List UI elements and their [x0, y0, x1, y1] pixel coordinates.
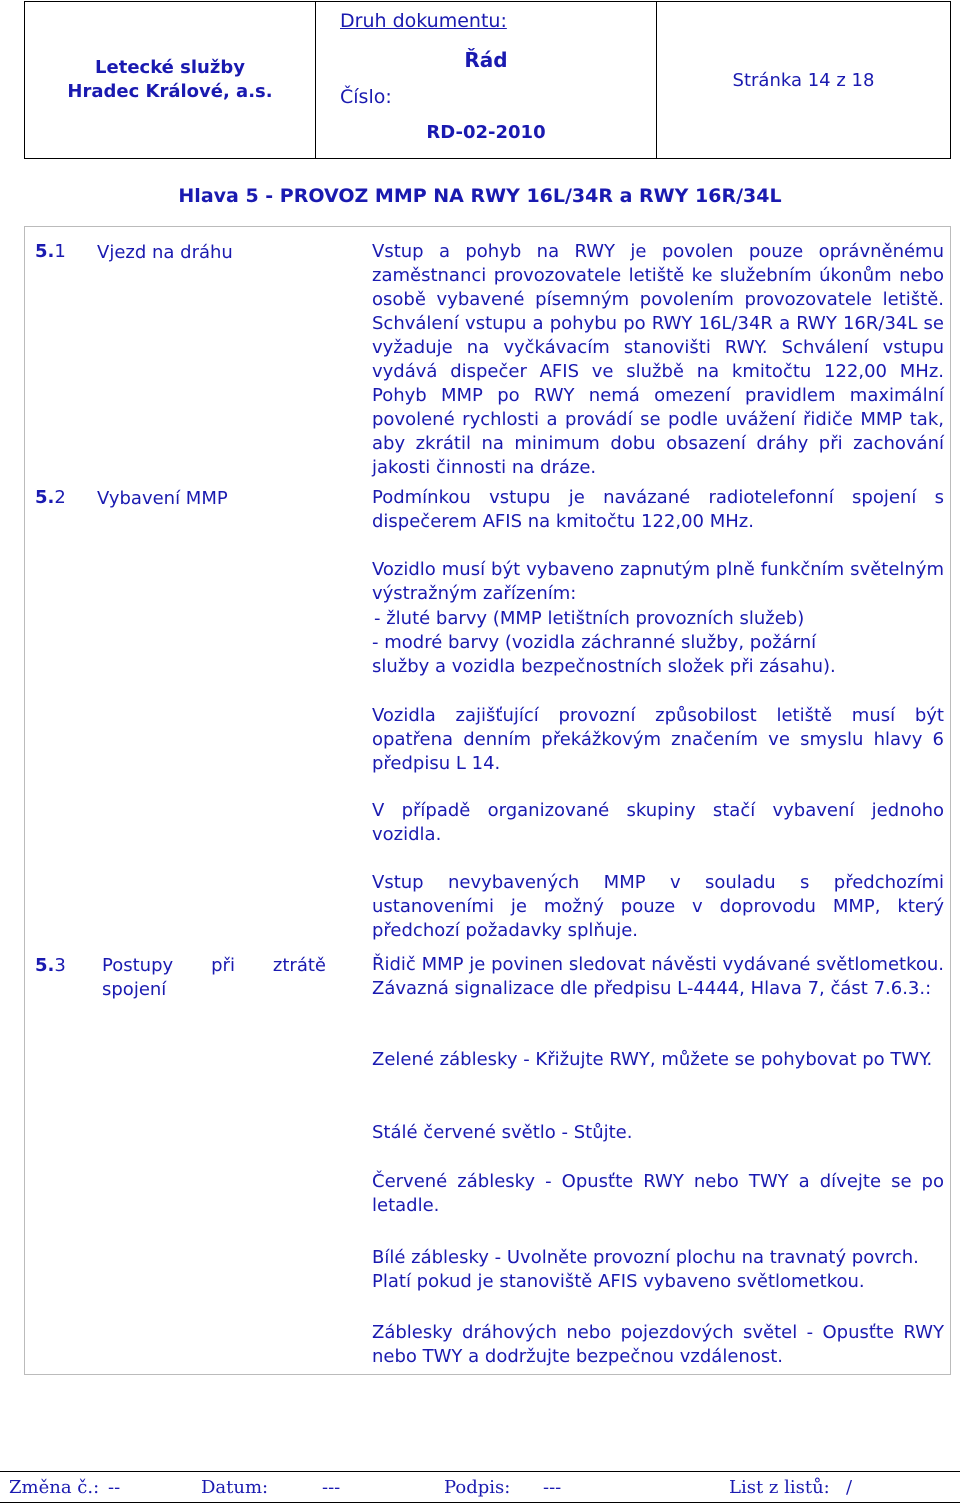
- paragraph: Podmínkou vstupu je navázané radiotelefonní spojení s dispečerem AFIS na kmitočtu 122,00 MHz.: [372, 487, 944, 532]
- doc-number-label: Číslo:: [340, 86, 392, 108]
- signature-label: Podpis:: [444, 1477, 511, 1498]
- paragraph: V případě organizované skupiny stačí vybavení jednoho vozidla.: [372, 800, 944, 845]
- paragraph: Vozidla zajišťující provozní způsobilost letiště musí být opatřena denním překážkovým značením ve smyslu hlavy 6 předpisu L 14.: [372, 705, 944, 774]
- paragraph: Červené záblesky - Opusťte RWY nebo TWY a dívejte se po letadle.: [372, 1171, 944, 1216]
- doc-number-value: RD-02-2010: [426, 122, 546, 143]
- signature-value: ---: [543, 1477, 562, 1498]
- doc-type-label: Druh dokumentu:: [340, 10, 507, 32]
- section-number: 5.2: [35, 487, 66, 508]
- paragraph: Vozidlo musí být vybaveno zapnutým plně funkčním světelným výstražným zařízením:: [372, 559, 944, 604]
- organization-cell: [25, 2, 316, 158]
- page-number-cell: [657, 2, 950, 158]
- document-info-cell: [316, 2, 657, 158]
- date-label: Datum:: [201, 1477, 269, 1498]
- date-value: ---: [322, 1477, 341, 1498]
- change-label: Změna č.:: [9, 1477, 100, 1498]
- chapter-title: Hlava 5 - PROVOZ MMP NA RWY 16L/34R a RWY 16R/34L: [178, 185, 782, 207]
- list-item: - žluté barvy (MMP letištních provozních služeb): [374, 608, 805, 629]
- paragraph: Vstup nevybavených MMP v souladu s předchozími ustanoveními je možný pouze v doprovodu MMP, který předchozí požadavky splňuje.: [372, 872, 944, 941]
- organization-location: Hradec Králové, a.s.: [67, 81, 273, 102]
- document-header: [24, 1, 951, 159]
- change-value: --: [108, 1477, 121, 1498]
- section-title: Vybavení MMP: [97, 488, 228, 509]
- organization-name: Letecké služby: [95, 57, 245, 78]
- paragraph: Stálé červené světlo - Stůjte.: [372, 1122, 633, 1143]
- sheet-value: /: [846, 1477, 853, 1498]
- paragraph: Bílé záblesky - Uvolněte provozní plochu na travnatý povrch. Platí pokud je stanoviště AFIS vybaveno světlometkou.: [372, 1247, 919, 1292]
- paragraph: Řidič MMP je povinen sledovat návěsti vydávané světlometkou. Závazná signalizace dle předpisu L-4444, Hlava 7, část 7.6.3.:: [372, 954, 944, 999]
- doc-type-value: Řád: [464, 48, 508, 72]
- paragraph: Zelené záblesky - Křižujte RWY, můžete se pohybovat po TWY.: [372, 1049, 933, 1070]
- document-footer: [0, 1471, 960, 1503]
- section-number: 5.1: [35, 241, 66, 262]
- section-title: Postupy při ztrátě spojení: [102, 955, 326, 1000]
- paragraph: Vstup a pohyb na RWY je povolen pouze oprávněnému zaměstnanci provozovatele letiště ke služebním úkonům nebo osobě vybavené písemným povolením provozovatele letiště. Schválení vstupu a pohybu po RWY 16L/34R a RWY 16R/34L se vyžaduje na vyčkávacím stanovišti RWY. Schválení vstupu vydává dispečer AFIS ve službě na kmitočtu 122,00 MHz. Pohyb MMP po RWY nemá omezení pravidlem maximální povolené rychlosti a provádí se podle uvážení řidiče MMP tak, aby zkrátil na minimum dobu obsazení dráhy při zachování jakosti činnosti na dráze.: [372, 241, 944, 478]
- section-number: 5.3: [35, 955, 66, 976]
- list-item: - modré barvy (vozidla záchranné služby, požární služby a vozidla bezpečnostních složek při zásahu).: [372, 632, 836, 677]
- section-title: Vjezd na dráhu: [97, 242, 233, 263]
- sheet-label: List z listů:: [729, 1477, 830, 1498]
- paragraph: Záblesky dráhových nebo pojezdových světel - Opusťte RWY nebo TWY a dodržujte bezpečnou vzdálenost.: [372, 1322, 944, 1367]
- page-number: Stránka 14 z 18: [732, 69, 875, 91]
